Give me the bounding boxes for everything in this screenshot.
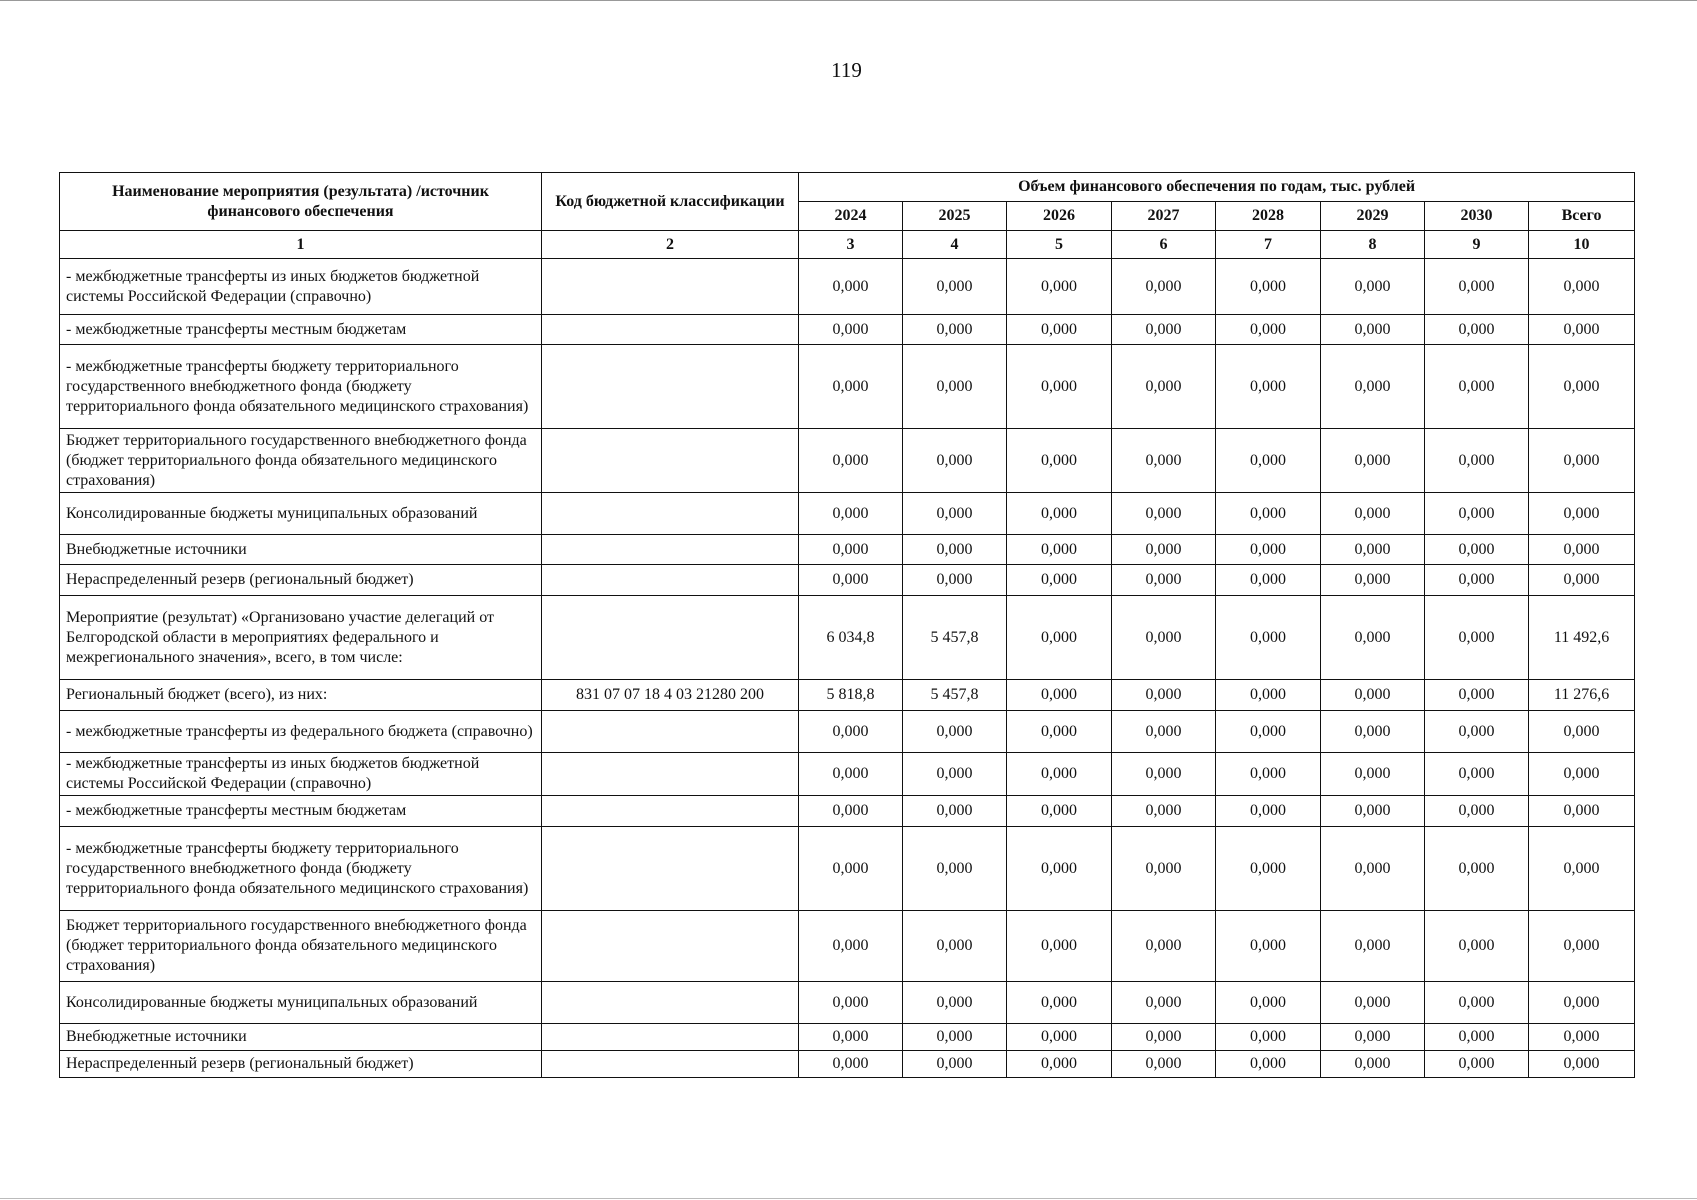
- row-value: 0,000: [1425, 982, 1529, 1024]
- row-code: [542, 259, 799, 315]
- row-value: 0,000: [1529, 1024, 1635, 1051]
- row-value: 0,000: [1425, 345, 1529, 429]
- column-number: 5: [1007, 231, 1112, 259]
- row-code: 831 07 07 18 4 03 21280 200: [542, 680, 799, 711]
- row-code: [542, 429, 799, 493]
- financing-table: [59, 172, 1635, 1078]
- row-code: [542, 711, 799, 753]
- row-value: 0,000: [1425, 315, 1529, 345]
- row-value: 0,000: [1216, 680, 1321, 711]
- column-number: 4: [903, 231, 1007, 259]
- column-number: 3: [799, 231, 903, 259]
- row-name: Нераспределенный резерв (региональный бюджет): [60, 565, 542, 596]
- row-value: 0,000: [1529, 259, 1635, 315]
- row-value: 0,000: [1529, 535, 1635, 565]
- row-value: 0,000: [1007, 565, 1112, 596]
- row-code: [542, 565, 799, 596]
- table-row: [60, 796, 1635, 827]
- row-value: 0,000: [903, 259, 1007, 315]
- row-value: 0,000: [1216, 982, 1321, 1024]
- table-row: [60, 345, 1635, 429]
- row-value: 0,000: [1321, 680, 1425, 711]
- row-value: 11 492,6: [1529, 596, 1635, 680]
- row-value: 0,000: [1007, 711, 1112, 753]
- column-numbers-row: [60, 231, 1635, 259]
- row-name: - межбюджетные трансферты местным бюджетам: [60, 315, 542, 345]
- row-value: 0,000: [1216, 753, 1321, 796]
- row-value: 0,000: [1425, 711, 1529, 753]
- column-number: 10: [1529, 231, 1635, 259]
- row-value: 0,000: [1007, 982, 1112, 1024]
- table-row: [60, 753, 1635, 796]
- header-year: 2028: [1216, 202, 1321, 231]
- row-value: 0,000: [799, 911, 903, 982]
- column-number: 2: [542, 231, 799, 259]
- row-name: Мероприятие (результат) «Организовано участие делегаций от Белгородской области в мероприятиях федерального и межрегионального значения», всего, в том числе:: [60, 596, 542, 680]
- row-value: 0,000: [1216, 535, 1321, 565]
- row-value: 0,000: [1216, 1024, 1321, 1051]
- column-number: 9: [1425, 231, 1529, 259]
- row-value: 0,000: [903, 493, 1007, 535]
- scan-edge-mark: [0, 0, 1697, 1]
- row-value: 5 457,8: [903, 680, 1007, 711]
- row-value: 0,000: [1216, 345, 1321, 429]
- header-code: Код бюджетной классификации: [542, 173, 799, 231]
- row-value: 0,000: [1112, 596, 1216, 680]
- row-value: 0,000: [1529, 565, 1635, 596]
- table-row: [60, 982, 1635, 1024]
- row-value: 0,000: [1425, 827, 1529, 911]
- row-value: 0,000: [799, 796, 903, 827]
- row-value: 0,000: [1007, 259, 1112, 315]
- header-year: 2025: [903, 202, 1007, 231]
- row-value: 0,000: [799, 1024, 903, 1051]
- row-value: 0,000: [1216, 596, 1321, 680]
- row-value: 0,000: [1425, 493, 1529, 535]
- row-value: 0,000: [1529, 796, 1635, 827]
- row-value: 0,000: [1321, 493, 1425, 535]
- page-number: 119: [831, 58, 862, 82]
- row-value: 0,000: [1112, 827, 1216, 911]
- row-code: [542, 982, 799, 1024]
- row-value: 0,000: [903, 911, 1007, 982]
- row-value: 0,000: [903, 1051, 1007, 1078]
- table-row: [60, 1051, 1635, 1078]
- row-value: 0,000: [1321, 711, 1425, 753]
- row-value: 5 818,8: [799, 680, 903, 711]
- row-code: [542, 345, 799, 429]
- row-name: Нераспределенный резерв (региональный бюджет): [60, 1051, 542, 1078]
- row-value: 0,000: [903, 345, 1007, 429]
- row-value: 0,000: [1321, 345, 1425, 429]
- row-value: 0,000: [1007, 753, 1112, 796]
- row-value: 6 034,8: [799, 596, 903, 680]
- row-value: 0,000: [1425, 565, 1529, 596]
- row-value: 0,000: [1529, 982, 1635, 1024]
- row-value: 0,000: [1112, 753, 1216, 796]
- row-value: 0,000: [1007, 315, 1112, 345]
- row-value: 0,000: [1007, 1024, 1112, 1051]
- row-value: 0,000: [903, 1024, 1007, 1051]
- row-value: 0,000: [1321, 827, 1425, 911]
- row-value: 0,000: [1112, 315, 1216, 345]
- row-value: 0,000: [1007, 345, 1112, 429]
- row-value: 0,000: [1529, 493, 1635, 535]
- row-value: 0,000: [1425, 680, 1529, 711]
- row-value: 0,000: [1112, 680, 1216, 711]
- row-code: [542, 911, 799, 982]
- row-value: 0,000: [1216, 259, 1321, 315]
- header-year: 2029: [1321, 202, 1425, 231]
- table-row: [60, 596, 1635, 680]
- header-year: 2030: [1425, 202, 1529, 231]
- row-code: [542, 493, 799, 535]
- row-value: 0,000: [799, 493, 903, 535]
- row-value: 0,000: [1007, 680, 1112, 711]
- row-value: 11 276,6: [1529, 680, 1635, 711]
- row-value: 0,000: [1425, 535, 1529, 565]
- row-value: 0,000: [1216, 493, 1321, 535]
- row-value: 0,000: [1112, 429, 1216, 493]
- row-value: 0,000: [1321, 1024, 1425, 1051]
- row-name: - межбюджетные трансферты бюджету территориального государственного внебюджетного фонда (бюджету территориального фонда обязательного медицинского страхования): [60, 345, 542, 429]
- row-value: 0,000: [799, 982, 903, 1024]
- row-value: 0,000: [1112, 535, 1216, 565]
- column-number: 6: [1112, 231, 1216, 259]
- header-year: 2027: [1112, 202, 1216, 231]
- row-value: 0,000: [1216, 1051, 1321, 1078]
- row-value: 0,000: [799, 259, 903, 315]
- row-value: 0,000: [903, 535, 1007, 565]
- header-year: 2024: [799, 202, 903, 231]
- row-value: 0,000: [1425, 911, 1529, 982]
- row-value: 0,000: [1529, 711, 1635, 753]
- table-row: [60, 535, 1635, 565]
- row-code: [542, 827, 799, 911]
- column-number: 8: [1321, 231, 1425, 259]
- row-value: 0,000: [903, 796, 1007, 827]
- row-name: Внебюджетные источники: [60, 1024, 542, 1051]
- scan-edge-mark: [0, 1198, 1697, 1199]
- row-value: 0,000: [799, 1051, 903, 1078]
- header-year: 2026: [1007, 202, 1112, 231]
- table-row: [60, 315, 1635, 345]
- row-value: 0,000: [1321, 259, 1425, 315]
- row-value: 0,000: [1007, 827, 1112, 911]
- row-value: 0,000: [1112, 345, 1216, 429]
- table-row: [60, 827, 1635, 911]
- row-name: Региональный бюджет (всего), из них:: [60, 680, 542, 711]
- row-value: 0,000: [1112, 259, 1216, 315]
- table-row: [60, 565, 1635, 596]
- row-name: - межбюджетные трансферты из федерального бюджета (справочно): [60, 711, 542, 753]
- row-code: [542, 753, 799, 796]
- row-value: 0,000: [1216, 796, 1321, 827]
- row-value: 0,000: [1007, 911, 1112, 982]
- row-value: 0,000: [799, 565, 903, 596]
- row-value: 0,000: [1529, 315, 1635, 345]
- row-name: Консолидированные бюджеты муниципальных образований: [60, 493, 542, 535]
- table-row: [60, 711, 1635, 753]
- table-row: [60, 680, 1635, 711]
- row-value: 5 457,8: [903, 596, 1007, 680]
- row-value: 0,000: [1425, 753, 1529, 796]
- row-value: 0,000: [1216, 911, 1321, 982]
- table-row: [60, 429, 1635, 493]
- row-value: 0,000: [903, 982, 1007, 1024]
- row-value: 0,000: [1216, 315, 1321, 345]
- row-value: 0,000: [1529, 345, 1635, 429]
- row-value: 0,000: [1007, 535, 1112, 565]
- row-value: 0,000: [799, 827, 903, 911]
- row-value: 0,000: [799, 711, 903, 753]
- row-value: 0,000: [1321, 565, 1425, 596]
- row-value: 0,000: [1529, 1051, 1635, 1078]
- row-value: 0,000: [1321, 911, 1425, 982]
- row-value: 0,000: [1529, 911, 1635, 982]
- table-row: [60, 259, 1635, 315]
- row-value: 0,000: [903, 315, 1007, 345]
- row-value: 0,000: [799, 429, 903, 493]
- row-value: 0,000: [799, 315, 903, 345]
- row-value: 0,000: [1529, 753, 1635, 796]
- row-value: 0,000: [1112, 493, 1216, 535]
- row-name: - межбюджетные трансферты из иных бюджетов бюджетной системы Российской Федерации (справочно): [60, 753, 542, 796]
- row-value: 0,000: [1112, 711, 1216, 753]
- row-value: 0,000: [1425, 259, 1529, 315]
- row-value: 0,000: [1007, 796, 1112, 827]
- row-value: 0,000: [903, 827, 1007, 911]
- header-name: Наименование мероприятия (результата) /источник финансового обеспечения: [60, 173, 542, 231]
- row-value: 0,000: [903, 711, 1007, 753]
- table-row: [60, 911, 1635, 982]
- row-value: 0,000: [1112, 796, 1216, 827]
- row-value: 0,000: [1007, 493, 1112, 535]
- row-name: Бюджет территориального государственного внебюджетного фонда (бюджет территориального фонда обязательного медицинского страхования): [60, 911, 542, 982]
- row-value: 0,000: [1216, 711, 1321, 753]
- row-value: 0,000: [1321, 596, 1425, 680]
- row-value: 0,000: [799, 753, 903, 796]
- row-value: 0,000: [1321, 535, 1425, 565]
- row-code: [542, 1024, 799, 1051]
- row-value: 0,000: [1321, 982, 1425, 1024]
- row-value: 0,000: [1321, 796, 1425, 827]
- row-value: 0,000: [1007, 596, 1112, 680]
- row-value: 0,000: [1112, 982, 1216, 1024]
- row-name: - межбюджетные трансферты бюджету территориального государственного внебюджетного фонда (бюджету территориального фонда обязательного медицинского страхования): [60, 827, 542, 911]
- row-value: 0,000: [799, 535, 903, 565]
- row-value: 0,000: [1321, 315, 1425, 345]
- row-value: 0,000: [1321, 429, 1425, 493]
- row-name: Внебюджетные источники: [60, 535, 542, 565]
- column-number: 1: [60, 231, 542, 259]
- row-value: 0,000: [1425, 596, 1529, 680]
- header-volume: Объем финансового обеспечения по годам, тыс. рублей: [799, 173, 1635, 202]
- row-name: - межбюджетные трансферты местным бюджетам: [60, 796, 542, 827]
- row-value: 0,000: [1112, 1051, 1216, 1078]
- row-value: 0,000: [1425, 796, 1529, 827]
- table-row: [60, 493, 1635, 535]
- table-row: [60, 1024, 1635, 1051]
- row-value: 0,000: [903, 565, 1007, 596]
- row-value: 0,000: [1425, 1051, 1529, 1078]
- row-name: Консолидированные бюджеты муниципальных образований: [60, 982, 542, 1024]
- row-code: [542, 796, 799, 827]
- row-value: 0,000: [1529, 429, 1635, 493]
- row-code: [542, 315, 799, 345]
- row-code: [542, 535, 799, 565]
- row-value: 0,000: [903, 429, 1007, 493]
- row-value: 0,000: [1007, 429, 1112, 493]
- row-code: [542, 596, 799, 680]
- row-name: Бюджет территориального государственного внебюджетного фонда (бюджет территориального фонда обязательного медицинского страхования): [60, 429, 542, 493]
- row-value: 0,000: [1425, 1024, 1529, 1051]
- row-value: 0,000: [799, 345, 903, 429]
- row-value: 0,000: [1216, 429, 1321, 493]
- row-value: 0,000: [1529, 827, 1635, 911]
- row-value: 0,000: [1425, 429, 1529, 493]
- row-value: 0,000: [1321, 1051, 1425, 1078]
- row-name: - межбюджетные трансферты из иных бюджетов бюджетной системы Российской Федерации (справочно): [60, 259, 542, 315]
- row-value: 0,000: [1321, 753, 1425, 796]
- header-row: [60, 173, 1635, 202]
- header-year: Всего: [1529, 202, 1635, 231]
- row-value: 0,000: [1112, 911, 1216, 982]
- row-value: 0,000: [1112, 1024, 1216, 1051]
- row-value: 0,000: [1216, 565, 1321, 596]
- row-value: 0,000: [1112, 565, 1216, 596]
- row-value: 0,000: [1007, 1051, 1112, 1078]
- row-value: 0,000: [1216, 827, 1321, 911]
- row-code: [542, 1051, 799, 1078]
- column-number: 7: [1216, 231, 1321, 259]
- row-value: 0,000: [903, 753, 1007, 796]
